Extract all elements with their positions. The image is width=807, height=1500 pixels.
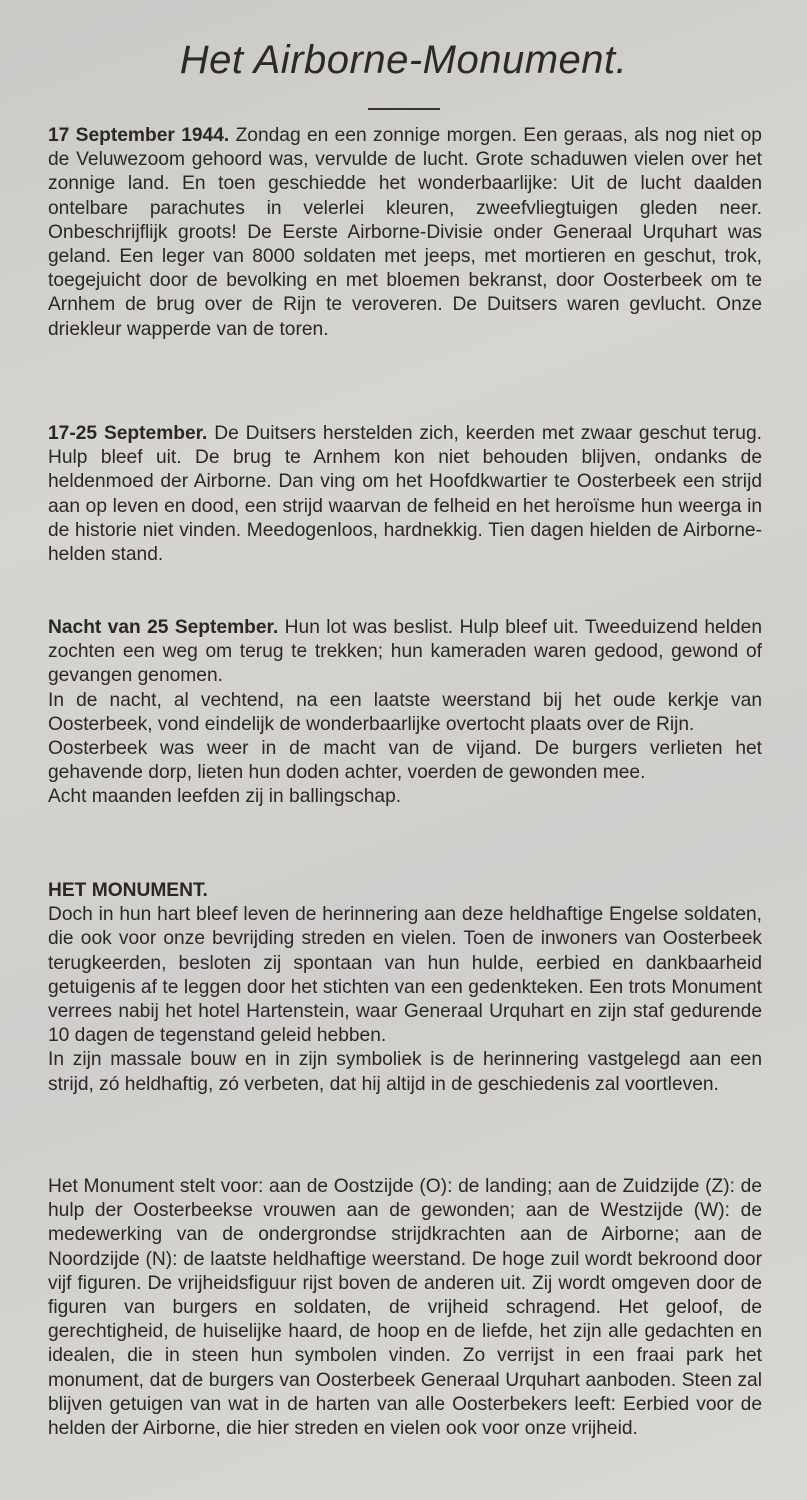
title-divider: [368, 108, 440, 110]
section-heading: HET MONUMENT.: [48, 880, 208, 901]
paragraph: Het Monument stelt voor: aan de Oostzijde (O): de landing; aan de Zuidzijde (Z): de hulp der Oosterbeekse vrouwen aan de gewonden; aan de Westzijde (W): de medewerking van de ondergrondse strijdkrachten aan de Airborne; aan de Noordzijde (N): de laatste heldhaftige weerstand. De hoge zuil wordt bekroond door vijf figuren. De vrijheidsfiguur rijst boven de anderen uit. Zij wordt omgeven door de figuren van burgers en soldaten, de vrijheid schragend. Het geloof, de gerechtigheid, de huiselijke haard, de hoop en de liefde, het zijn alle gedachten en idealen, die in steen hun symbolen vinden. Zo verrijst in een fraai park het monument, dat de burgers van Oosterbeek Generaal Urquhart aanboden. Steen zal blijven getuigen van wat in de harten van alle Oosterbekers leeft: Eerbied voor de helden der Airborne, die hier streden en vielen ook voor onze vrijheid.: [48, 1176, 762, 1440]
paragraph: In zijn massale bouw en in zijn symboliek is de herinnering vastgelegd aan een strijd, zó heldhaftig, zó verbeten, dat hij altijd in de geschiedenis zal voortleven.: [48, 1049, 762, 1095]
paragraph: Doch in hun hart bleef leven de herinnering aan deze heldhaftige Engelse soldaten, die ook voor onze bevrijding streden en vielen. Toen de inwoners van Oosterbeek terugkeerden, besloten zij spontaan van hun hulde, eerbied en dankbaarheid getuigenis af te leggen door het stichten van een gedenkteken. Een trots Monument verrees nabij het hotel Hartenstein, waar Generaal Urquhart en zijn staf gedurende 10 dagen de tegenstand geleid hebben.: [48, 904, 762, 1047]
section-monument: [48, 879, 762, 1097]
paragraph-text: Zondag en een zonnige morgen. Een geraas, als nog niet op de Veluwezoom gehoord was, vervulde de lucht. Grote schaduwen vielen over het zonnige land. En toen geschiedde het wonderbaarlijke: Uit de lucht daalden ontelbare parachutes in velerlei kleuren, zweefvliegtuigen gleden neer. Onbeschrijflijk groots! De Eerste Airborne-Divisie onder Generaal Urquhart was geland. Een leger van 8000 soldaten met jeeps, met mortieren en geschut, trok, toegejuicht door de bevolking en met bloemen bekranst, door Oosterbeek om te Arnhem de brug over de Rijn te veroveren. De Duitsers waren gevlucht. Onze driekleur wapperde van de toren.: [48, 125, 762, 340]
paragraph: [48, 124, 762, 342]
paragraph-text: De Duitsers herstelden zich, keerden met zwaar geschut terug. Hulp bleef uit. De brug te Arnhem kon niet behouden blijven, ondanks de heldenmoed der Airborne. Dan ving om het Hoofdkwartier te Oosterbeek een strijd aan op leven en dood, een strijd waarvan de felheid en het heroïsme hun weerga in de historie niet vinden. Meedogenloos, hardnekkig. Tien dagen hielden de Airborne-helden stand.: [48, 423, 762, 566]
paragraph: [48, 422, 762, 567]
section-lead: Nacht van 25 September.: [48, 617, 279, 638]
page-title: Het Airborne-Monument.: [179, 38, 628, 82]
section-lead: 17-25 September.: [48, 423, 208, 444]
section-withdrawal: [48, 616, 762, 810]
paragraph: [48, 616, 762, 689]
paragraph-text: Hun lot was beslist. Hulp bleef uit. Tweeduizend helden zochten een weg om terug te trekken; hun kameraden waren gedood, gewond of gevangen genomen.: [48, 617, 762, 687]
paragraph: Acht maanden leefden zij in ballingschap.: [48, 786, 402, 808]
paragraph: In de nacht, al vechtend, na een laatste weerstand bij het oude kerkje van Oosterbeek, vond eindelijk de wonderbaarlijke overtocht plaats over de Rijn.: [48, 689, 762, 735]
section-description: [48, 1175, 762, 1441]
section-lead: 17 September 1944.: [48, 125, 230, 146]
section-landing: [48, 124, 762, 342]
paragraph: Oosterbeek was weer in de macht van de vijand. De burgers verlieten het gehavende dorp, lieten hun doden achter, voerden de gewonden mee.: [48, 738, 762, 784]
section-battle: [48, 422, 762, 567]
